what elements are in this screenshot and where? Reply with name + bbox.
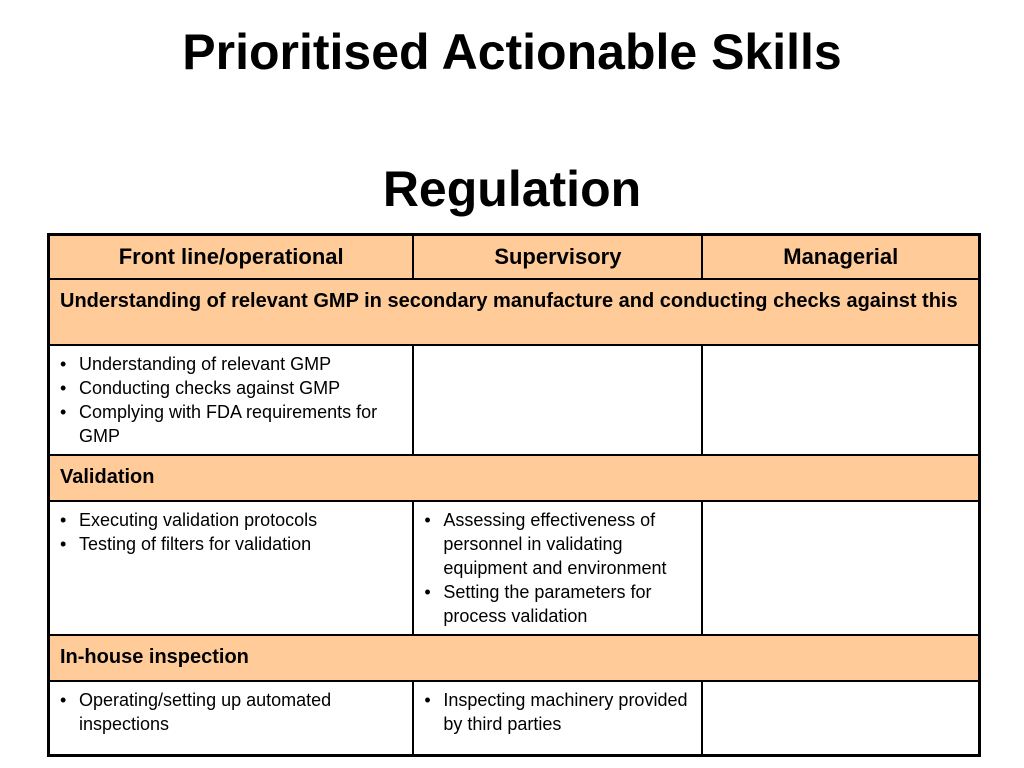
- section-heading-validation: Validation: [49, 455, 980, 501]
- table-row: [49, 345, 980, 455]
- skills-list: [60, 352, 404, 448]
- list-item: • Testing of filters for validation: [60, 532, 404, 556]
- list-item: • Understanding of relevant GMP: [60, 352, 404, 376]
- header-row: [49, 235, 980, 280]
- cell-front-line: [49, 345, 414, 455]
- column-header-supervisory: Supervisory: [413, 235, 702, 280]
- section-heading-inspection: In-house inspection: [49, 635, 980, 681]
- cell-supervisory: [413, 681, 702, 755]
- section-row: [49, 635, 980, 681]
- skills-table: [47, 233, 981, 757]
- skills-list: [60, 508, 404, 556]
- cell-front-line: [49, 681, 414, 755]
- list-item: • Executing validation protocols: [60, 508, 404, 532]
- list-item: • Complying with FDA requirements for GMP: [60, 400, 404, 448]
- list-item: • Inspecting machinery provided by third parties: [424, 688, 693, 736]
- skills-list: [424, 508, 693, 628]
- list-item: • Conducting checks against GMP: [60, 376, 404, 400]
- skills-list: [60, 688, 404, 736]
- cell-front-line: [49, 501, 414, 635]
- cell-managerial: [702, 501, 979, 635]
- list-item: • Operating/setting up automated inspections: [60, 688, 404, 736]
- column-header-front-line: Front line/operational: [49, 235, 414, 280]
- cell-managerial: [702, 345, 979, 455]
- section-heading-gmp: Understanding of relevant GMP in secondary manufacture and conducting checks against this: [49, 279, 980, 345]
- skills-list: [424, 688, 693, 736]
- section-row: [49, 455, 980, 501]
- list-item: • Assessing effectiveness of personnel in validating equipment and environment: [424, 508, 693, 580]
- page-subtitle: Regulation: [382, 161, 642, 217]
- table-row: [49, 681, 980, 755]
- cell-supervisory: [413, 501, 702, 635]
- page-title: Prioritised Actionable Skills: [182, 24, 842, 80]
- list-item: • Setting the parameters for process validation: [424, 580, 693, 628]
- cell-supervisory: [413, 345, 702, 455]
- column-header-managerial: Managerial: [702, 235, 979, 280]
- table-row: [49, 501, 980, 635]
- cell-managerial: [702, 681, 979, 755]
- section-row: [49, 279, 980, 345]
